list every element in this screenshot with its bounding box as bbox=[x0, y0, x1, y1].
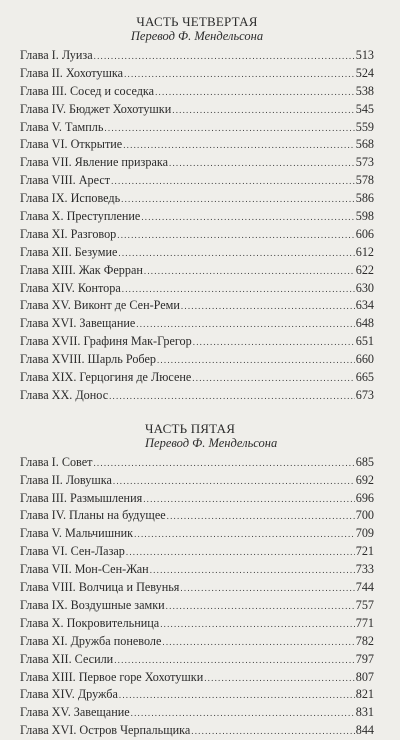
page-number: 586 bbox=[355, 191, 374, 206]
chapter-title: Глава XII. Сесили bbox=[20, 651, 114, 666]
dot-leader bbox=[113, 473, 355, 490]
page-number: 685 bbox=[355, 454, 374, 469]
dot-leader bbox=[192, 370, 354, 387]
toc-entry bbox=[20, 633, 374, 651]
page-number: 844 bbox=[355, 723, 374, 738]
chapter-title: Глава VII. Мон-Сен-Жан bbox=[20, 562, 149, 577]
toc-entry bbox=[20, 65, 374, 83]
chapter-title: Глава XV. Завещание bbox=[20, 705, 130, 720]
page-number: 733 bbox=[355, 562, 374, 577]
dot-leader bbox=[150, 562, 355, 579]
dot-leader bbox=[109, 388, 355, 405]
part-four-section bbox=[20, 14, 374, 405]
page-number: 648 bbox=[355, 316, 374, 331]
chapter-title: Глава XI. Дружба поневоле bbox=[20, 633, 162, 648]
page-number: 630 bbox=[355, 280, 374, 295]
dot-leader bbox=[134, 526, 355, 543]
dot-leader bbox=[169, 155, 355, 172]
page-number: 559 bbox=[355, 119, 374, 134]
chapter-title: Глава IX. Исповедь bbox=[20, 191, 121, 206]
toc-entry bbox=[20, 351, 374, 369]
chapter-title: Глава XVII. Графиня Мак-Грегор bbox=[20, 334, 192, 349]
dot-leader bbox=[131, 705, 355, 722]
toc-entry bbox=[20, 226, 374, 244]
dot-leader bbox=[141, 209, 354, 226]
chapter-title: Глава X. Преступление bbox=[20, 209, 141, 224]
toc-entry bbox=[20, 369, 374, 387]
toc-entry bbox=[20, 704, 374, 722]
page-number: 513 bbox=[355, 48, 374, 62]
dot-leader bbox=[191, 723, 354, 740]
dot-leader bbox=[193, 334, 355, 351]
chapter-title: Глава XIV. Дружба bbox=[20, 687, 118, 702]
dot-leader bbox=[123, 137, 355, 154]
toc-entry bbox=[20, 172, 374, 190]
part-four-translator: Перевод Ф. Мендельсона bbox=[130, 29, 264, 43]
chapter-title: Глава XX. Донос bbox=[20, 387, 109, 402]
toc-entry bbox=[20, 490, 374, 508]
page-number: 782 bbox=[355, 633, 374, 648]
toc-entry bbox=[20, 669, 374, 687]
dot-leader bbox=[180, 580, 354, 597]
chapter-title: Глава IV. Планы на будущее bbox=[20, 508, 166, 523]
toc-entry bbox=[20, 262, 374, 280]
chapter-title: Глава V. Тампль bbox=[20, 119, 104, 134]
dot-leader bbox=[118, 245, 354, 262]
dot-leader bbox=[204, 670, 354, 687]
page-number: 578 bbox=[355, 173, 374, 188]
chapter-title: Глава XVIII. Шарль Робер bbox=[20, 352, 156, 367]
dot-leader bbox=[155, 84, 355, 101]
dot-leader bbox=[143, 491, 355, 508]
dot-leader bbox=[144, 263, 355, 280]
chapter-title: Глава XIII. Первое горе Хохотушки bbox=[20, 669, 204, 684]
dot-leader bbox=[126, 544, 355, 561]
page-number: 545 bbox=[355, 101, 374, 116]
toc-entry bbox=[20, 507, 374, 525]
dot-leader bbox=[124, 66, 355, 83]
toc-entry bbox=[20, 119, 374, 137]
chapter-title: Глава XVI. Остров Черпальщика bbox=[20, 723, 191, 738]
page-number: 660 bbox=[355, 352, 374, 367]
page-number: 606 bbox=[355, 226, 374, 241]
toc-entry bbox=[20, 83, 374, 101]
chapter-title: Глава XII. Безумие bbox=[20, 244, 118, 259]
toc-entry bbox=[20, 333, 374, 351]
chapter-title: Глава XVI. Завещание bbox=[20, 316, 136, 331]
chapter-title: Глава XIX. Герцогиня де Люсене bbox=[20, 370, 192, 385]
part-five-translator: Перевод Ф. Мендельсона bbox=[145, 435, 278, 450]
dot-leader bbox=[104, 120, 354, 137]
page-number: 700 bbox=[355, 508, 374, 523]
dot-leader bbox=[122, 281, 355, 298]
page-number: 665 bbox=[355, 370, 374, 385]
toc-entry bbox=[20, 543, 374, 561]
page-number: 573 bbox=[355, 155, 374, 170]
toc-entry bbox=[20, 686, 374, 704]
toc-entry bbox=[20, 244, 374, 262]
toc-entry bbox=[20, 579, 374, 597]
dot-leader bbox=[93, 455, 354, 472]
toc-entry bbox=[20, 722, 374, 740]
page-number: 696 bbox=[355, 490, 374, 505]
chapter-title: Глава II. Ловушка bbox=[20, 472, 112, 487]
dot-leader bbox=[160, 616, 355, 633]
chapter-title: Глава VI. Открытие bbox=[20, 137, 123, 152]
page-number: 568 bbox=[355, 137, 374, 152]
toc-entry bbox=[20, 208, 374, 226]
chapter-title: Глава V. Мальчишник bbox=[20, 526, 134, 541]
toc-entry bbox=[20, 280, 374, 298]
chapter-title: Глава I. Совет bbox=[20, 454, 93, 469]
chapter-title: Глава II. Хохотушка bbox=[20, 65, 124, 80]
page-number: 744 bbox=[355, 580, 374, 595]
dot-leader bbox=[121, 191, 355, 208]
toc-entry bbox=[20, 154, 374, 172]
dot-leader bbox=[167, 508, 355, 525]
chapter-title: Глава IX. Воздушные замки bbox=[20, 597, 165, 612]
chapter-title: Глава XIII. Жак Ферран bbox=[20, 262, 143, 277]
dot-leader bbox=[94, 48, 355, 65]
toc-entry bbox=[20, 472, 374, 490]
page-number: 721 bbox=[355, 544, 374, 559]
part-five-section bbox=[20, 421, 374, 740]
toc-entry bbox=[20, 47, 374, 65]
part-five-chapter-list bbox=[20, 454, 374, 740]
chapter-title: Глава X. Покровительница bbox=[20, 615, 160, 630]
page-number: 598 bbox=[355, 209, 374, 224]
toc-entry bbox=[20, 561, 374, 579]
chapter-title: Глава VIII. Арест bbox=[20, 173, 111, 188]
toc-entry bbox=[20, 454, 374, 472]
dot-leader bbox=[136, 316, 354, 333]
page-number: 831 bbox=[355, 705, 374, 720]
dot-leader bbox=[172, 102, 354, 119]
page-number: 634 bbox=[355, 298, 374, 313]
page-number: 821 bbox=[355, 687, 374, 702]
dot-leader bbox=[114, 652, 355, 669]
chapter-title: Глава VI. Сен-Лазар bbox=[20, 544, 125, 559]
toc-entry bbox=[20, 615, 374, 633]
page-number: 771 bbox=[355, 615, 374, 630]
dot-leader bbox=[117, 227, 354, 244]
chapter-title: Глава XV. Виконт де Сен-Реми bbox=[20, 298, 180, 313]
toc-entry bbox=[20, 101, 374, 119]
page-number: 538 bbox=[355, 83, 374, 98]
page-number: 524 bbox=[355, 65, 374, 80]
chapter-title: Глава VIII. Волчица и Певунья bbox=[20, 580, 180, 595]
page-number: 651 bbox=[355, 334, 374, 349]
page-number: 673 bbox=[355, 387, 374, 402]
part-four-chapter-list bbox=[20, 47, 374, 405]
page-number: 757 bbox=[355, 597, 374, 612]
dot-leader bbox=[166, 598, 355, 615]
page-number: 622 bbox=[355, 262, 374, 277]
dot-leader bbox=[181, 298, 355, 315]
chapter-title: Глава VII. Явление призрака bbox=[20, 155, 168, 170]
dot-leader bbox=[119, 687, 355, 704]
chapter-title: Глава III. Сосед и соседка bbox=[20, 83, 155, 98]
dot-leader bbox=[111, 173, 355, 190]
page-number: 692 bbox=[355, 472, 374, 487]
page-number: 612 bbox=[355, 244, 374, 259]
chapter-title: Глава I. Луиза bbox=[20, 48, 93, 62]
page-number: 709 bbox=[355, 526, 374, 541]
toc-entry bbox=[20, 651, 374, 669]
toc-entry bbox=[20, 297, 374, 315]
toc-entry bbox=[20, 190, 374, 208]
part-four-title: ЧАСТЬ ЧЕТВЕРТАЯ bbox=[136, 14, 258, 29]
chapter-title: Глава III. Размышления bbox=[20, 490, 143, 505]
toc-entry bbox=[20, 315, 374, 333]
toc-entry bbox=[20, 387, 374, 405]
toc-page bbox=[20, 14, 374, 740]
dot-leader bbox=[157, 352, 355, 369]
part-five-title: ЧАСТЬ ПЯТАЯ bbox=[145, 420, 236, 436]
toc-entry bbox=[20, 136, 374, 154]
chapter-title: Глава IV. Бюджет Хохотушки bbox=[20, 101, 172, 116]
chapter-title: Глава XI. Разговор bbox=[20, 226, 117, 241]
page-number: 807 bbox=[355, 669, 374, 684]
toc-entry bbox=[20, 525, 374, 543]
dot-leader bbox=[162, 634, 354, 651]
chapter-title: Глава XIV. Контора bbox=[20, 280, 121, 295]
toc-entry bbox=[20, 597, 374, 615]
page-number: 797 bbox=[355, 651, 374, 666]
